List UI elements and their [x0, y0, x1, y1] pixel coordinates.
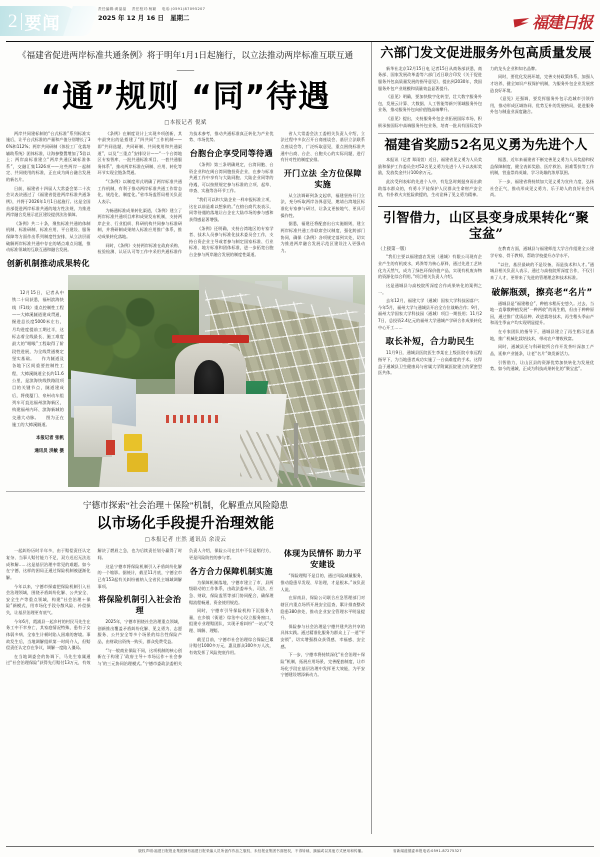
photo-caption-text: 12月15日，记者从中铁二十局获悉，福州滨海快线（F1线）重点控制性工程——大樟溪隧道建成贯通，掘进总长度5000米左右，月均进度提前工期过半，这标志着全线最长、施工难度最大的“咽喉”工程取得了阶段性进展，为全线贯通奠定坚实基础。 作为隧道及各地下区间重要控制性工程，大樟溪隧道全长约11.6公里，是滨海快线铁路段项目的关键节点，隧道建成后，将使厦门、泉州动车组列车可直达福州滨海新区，构建福州内环、滨海新城的交通大动脉。 图为正在施工的大樟溪隧道。	[12, 289, 64, 428]
section-name: 要闻	[24, 13, 61, 34]
photo-block	[6, 275, 365, 487]
photo-credit-contributor: 通讯员 洪敏 摄	[34, 448, 64, 454]
paragraph: 从立法调研到条文起草，福建坚持开门立法，充分听取两岸各界意见，邀请台湾地区标准化专家参与研讨，让条文更接地气、更具可操作性。	[280, 192, 365, 218]
paragraph: 11月9日，通城县医院医生李某在上级医院专家远程指导下，为当地患者成功实施了一台高难度的手术。这得益于通城县卫生健康局与省属大学附属医院建立的紧密型医共体。	[378, 350, 482, 376]
footer-rule	[6, 846, 594, 847]
lead-article-body	[6, 131, 365, 269]
paragraph: “我们主要以福建盛农发展（通城）有限公司现有企业产生的有机废水，鸡粪等为核心原料，通过先进工艺转化为天然气，成为了绿色环保价值产品，实现有机废弃物的资源化综合利用。”项目相关负责人介绍。	[378, 254, 482, 280]
paragraph: 《条例》共二十条，聚焦标准共通的体制机制、标准研制、标准应用、平台建设、服务保障等方面作出系列制度性安排，从立法层面破解两岸标准共通中存在的堵点难点问题，推动标准领域的互联互通和融合发展。	[6, 220, 91, 253]
paragraph: 日前，福建省十四届人大常委会第二十次会议表决通过了《福建省促进两岸标准共通条例》，并将于2026年1月1日起施行。这是全国首部促进两岸标准共通的地方性法规，为推进两岸融合发展示范区建设提供法治保障。	[6, 185, 91, 218]
paragraph: 同时，宁德市引导保险机构下沉服务力量，在乡镇（街道）综治中心设立服务窗口，组建专业理赔团队，实现矛盾纠纷“一站式”受理、调解、理赔。	[189, 608, 274, 633]
paragraph: 下一步，宁德市将持续深化“社会治理＋保险”机制，拓展应用场景，完善配套制度，让市场化手段在基层治理中发挥更大效能，为平安宁德建设增添新动力。	[280, 652, 365, 678]
right-article-1	[378, 46, 594, 129]
bottom-shoulder-head: 宁德市探索“社会治理＋保险”机制，化解重点风险隐患	[82, 499, 289, 510]
photo-caption-column	[6, 275, 68, 455]
publication-date: 2025 年 12 月 16 日 星期二	[98, 14, 190, 23]
paragraph: 下一步，福建省将持续加大见义勇为宣传力度，弘扬社会正气，推动形成见义勇为、乐于助人的良好社会风尚。	[490, 179, 594, 198]
section-divider-strong	[378, 206, 594, 207]
paragraph: 同时，要优化发展环境，完善支持政策体系，加强人才培养，健全知识产权保护机制，为服务外包企业发展营造良好环境。	[490, 74, 594, 93]
paragraph: 一起纠纷历时半年多，由于赔偿责任认定复杂、当事人赔付能力不足，双方迟迟无法达成和解……这是基层治理中常见的难题。如今在宁德，这样的困局正通过保险机制被逐渐化解。	[6, 548, 91, 580]
right-article-3-body	[378, 246, 594, 376]
crosshead: 体现为民情怀 助力平安建设	[283, 549, 362, 570]
paragraph: “以往，基层最缺的不是设备，而是技术和人才。”通城县相关负责人表示，通过与高校院所深度合作，不仅引来了人才，更带来了先进的管理理念和技术标准。	[490, 261, 594, 280]
logo-text: 福建日报	[531, 13, 592, 32]
photo-pole	[294, 423, 298, 478]
paragraph: 本报讯（记者 郑雨萱）近日，福建省见义勇为人员奖励和保护工作委员会对52名见义勇为先进个人予以表彰奖励，发放奖金共计100余万元。	[378, 157, 482, 176]
paragraph: 通城县是“福建粮仓”，种植水稻历史悠久。过去，当地一直靠散种植发展“一种两收”的再生稻，但由于种种原因，通过推广优质品种、改进栽培技术，再生稻头季亩产和再生季亩产均实现明显提升。	[490, 300, 594, 326]
paragraph: 据悉，福建还将配套出台实施细则，建立两岸标准共通工作联席会议制度，强化跨部门协同，确保《条例》各项规定落到实处，切实为推进两岸融合发展示范区建设注入更强动力。	[280, 221, 365, 253]
paragraph: 同时，通城县还与科研院所合作开发茶叶深加工产品，延伸产业链条，让老“名片”焕发新活力。	[490, 344, 594, 356]
crosshead: 将保险机制引入社会治理	[98, 595, 182, 616]
right-article-2-body	[378, 157, 594, 201]
right-article-3-headline: 引智借力，山区县变身成果转化“聚宝盆”	[383, 210, 589, 243]
page-footer	[0, 846, 600, 857]
paragraph: 在专家团队的指导下，通城县建立了再生稻示范基地，推广机械化栽培技术，带动农户增收致富。	[490, 329, 594, 341]
lead-headline: “通”规则 “同”待遇	[40, 79, 331, 116]
bottom-byline: □本报记者 庄然 通讯员 余凌云	[144, 537, 227, 544]
crosshead: 各方合力保障机制实施	[189, 566, 273, 576]
paragraph: 为保障机制落地，宁德市建立了市、县两级联动的工作体系，由政法委牵头，司法、应急、财政、保险监管等部门协同配合，确保理赔流程畅通、资金使用规范。	[189, 579, 274, 605]
photo-machinery	[127, 453, 148, 472]
crosshead: 取长补短，合力助民生	[385, 337, 475, 348]
paragraph: 此次受到表彰的先进个人中，有危急时刻挺身而出救助落水群众的，有勇斗歹徒保护人民群众生命财产安全的，有扑救火灾抢险救援的，生动诠释了见义勇为精神。	[378, 179, 482, 198]
right-article-3	[378, 211, 594, 377]
copyright-statement: 版权声明∶福建日报报业集团拥有福建日报采编人员所创作作品之版权，未经报业集团书面授权，不得转载、摘编或以其他方式使用和传播。	[138, 849, 366, 853]
paragraph: 为畅通标准成果转化渠道，《条例》建立了两岸标准共通项目库和成果发布机制，支持两岸企业、行业组织、科研机构共同参与标准研制，并将研制成果纳入标准应用推广体系，推动成果转化落地。	[97, 207, 182, 240]
paragraph: 2025年，宁德市围绕社会治理重点领域，创新推出覆盖矛盾纠纷化解、见义勇为、志愿服务、公共安全等多个场景的综合性保险产品，由财政出资统一购买，群众免费受益。	[97, 619, 182, 644]
paragraph: 今年以来，宁德市探索把保险机制引入社会治理领域，围绕矛盾纠纷化解、公共安全、安全生产等重点领域，构建“社会治理＋保险”新模式，用市场化手段分散风险、补偿损失，让基层治理更有底气。	[6, 583, 91, 615]
lead-byline: □本报记者 倪斌	[164, 119, 207, 126]
paragraph: 据悉，近年来福建省不断完善见义勇为人员奖励和权益保障制度，健全表彰奖励、医疗救治、困难帮扶等工作机制，营造崇尚英雄、学习英雄的浓厚氛围。	[490, 157, 594, 176]
paragraph: 保险参与社会治理是宁德共建共治共享的具体实践。通过精准化服务为群众上了一道“平安锁”，切实增强群众获得感、幸福感、安全感。	[280, 623, 365, 649]
photo-vehicles	[166, 415, 222, 423]
right-article-1-body	[378, 66, 594, 130]
red-flag-icon	[513, 16, 530, 28]
paragraph: 同时，《条例》支持两岸标准在政府采购、检验检测、认证认可等工作中采用共通标准作为技术参考，推动共通标准真正转化为产业优势、市场优势。	[97, 130, 274, 255]
paragraph: 《意见》还强调，要发挥服务外包示范城市引领作用，推动形成区域协同、优势互补的发展格局，促进服务外包与制造业深度融合。	[490, 96, 594, 115]
lead-shoulder-head: 《福建省促进两岸标准共通条例》将于明年1月1日起施行，以立法推动两岸标准互联互通——	[17, 50, 354, 74]
newspaper-logo	[513, 10, 592, 33]
bottom-headline: 以市场化手段提升治理效能	[96, 514, 275, 532]
page-number: 2	[8, 10, 18, 32]
paragraph: 在屏南县，保险公司联合应急管理部门对辖区内重点场所开展安全巡查，累计排查整改隐患380余处，推动企业安全管理水平明显提升。	[280, 595, 365, 621]
paragraph: 省人大常委会法工委相关负责人介绍，立法过程中多次召开台商座谈会、基层立法联系点座谈会等，广泛听取意见，重点围绕标准共通中台商、台企、台胞关心的实际问题，进行有针对性的制度安排。	[280, 130, 365, 163]
paragraph: 截至目前，宁德市社会治理综合保险已累计赔付1000多万元，惠及群众300多万人次，有效发挥了风险兜底作用。	[189, 636, 274, 655]
photo-machinery	[124, 434, 142, 451]
paragraph: 引智借力，让山区县的资源优势加快转化为发展优势。如今的通城，正成为科技成果转化的“聚宝盆”。	[490, 359, 594, 372]
paragraph: 《意见》提出，支持服务外包企业拓展国际市场，积极承接国际中高端服务外包业务，培育一批具有国际竞争力的龙头企业和知名品牌。	[378, 65, 540, 128]
paragraph: 在当地调委会的协调下，马先生家属通过“社会治理保险”获得先行赔付13万元，有效解决了燃眉之急，也为后续责任划分赢得了时间。	[6, 548, 182, 666]
paragraph: 在教育方面，通城县与福建师范大学合作组建全公建学专家、骨干教师，帮助学校提升办学水平。	[490, 246, 594, 259]
paragraph: 《意见》明确，要加快数字化转型，壮大数字服务外包，发展云计算、大数据、人工智能等新兴领域服务外包业务，推动服务外包向价值链高端攀升。	[378, 94, 482, 113]
paragraph: 《条例》第三条明确规定，台湾同胞、台资企业和在闽台湾同胞投资企业，在参与标准共通工作中享有与大陆同胞、大陆企业同等的待遇，可以按照规定参与标准的立项、起草、审查、实施等各环节工作。	[189, 161, 274, 194]
right-column	[372, 42, 594, 834]
paragraph: 今年6月，霞浦县一起乡村的村民马先生在务工中不幸身亡，其家庭情况特殊，患有子女体弱多病、全家生计顿时陷入困难的窘境。事故发生后，当地调解组织第一时间介入，但赔偿责任认定存在争议，调解一度陷入僵局。	[6, 618, 91, 651]
paragraph: “我们可以和大陆企业一样申报标准立项，这在以前是难以想象的。”在榕台商代表表示，同等待遇的落地让台企在大陆市场的参与感和获得感显著增强。	[189, 197, 274, 222]
left-column	[6, 42, 372, 834]
badge-divider	[21, 13, 22, 30]
editor-credit-line: 责任编辑∶黄晶晶 责任校对∶杨颖 电话∶(0591)87095207	[98, 7, 206, 11]
bottom-article	[6, 499, 365, 679]
crosshead: 破解瓶颈，擦亮老“名片”	[491, 287, 593, 298]
paragraph: 新华社北京12月15日电 记者15日从商务部获悉，商务部、国家发展改革委等六部门近日联合印发《关于促进服务外包高质量发展的指导意见》，提出到2030年，我国服务外包产业规模和质量效益显著提升。	[378, 65, 482, 91]
paragraph: 去年12月，福建大学（通城）国家大学科技园落户；今年5月，福州大学与通城县开启全方位战略合作；9月，福州大学国家大学科技园（通城）项目一期投用；11月27日，总投资2.4亿元的福州大学通城产学研合作成果转化中心开工……	[378, 298, 482, 330]
section-divider	[6, 491, 365, 492]
right-article-2	[378, 138, 594, 201]
crosshead: 开门立法 全方位保障实施	[283, 168, 362, 189]
page-body	[0, 42, 600, 834]
photo-red-marker	[106, 440, 115, 455]
footer-row	[6, 849, 594, 854]
paragraph: 这是通城县与高校院所深度合作成果转化的案例之一。	[378, 282, 482, 295]
paragraph: 《条例》还明确，支持台湾地区的专家学者、技术人员参与标准化技术委员会工作，支持台资企业主导或者参与制定国家标准、行业标准、地方标准和团体标准，进一步拓宽台胞台企参与两岸融合发展的制度性渠道。	[189, 225, 274, 258]
report-hotline: 省新闻道德委举报电话∶0591-87275327	[393, 849, 462, 853]
right-article-2-headline: 福建省奖励52名见义勇为先进个人	[384, 137, 588, 153]
continuation-marker: （上接第一版）	[378, 247, 409, 253]
crosshead: 台胞台企享受同等待遇	[189, 148, 273, 158]
masthead-meta	[98, 7, 205, 23]
photo-credit-reporter: 本报记者 张帆	[35, 435, 64, 441]
photo-red-banner	[172, 335, 249, 343]
masthead	[0, 0, 600, 40]
paragraph: “与一般商业保险不同，这项机制的核心创新在于构建了‘政府主导＋市场运作＋社会参与’的三元协同治理模式。”宁德市委政法委相关负责人介绍，保险公司在其中不仅是赔付方，更是风险防控的参与者。	[97, 548, 274, 666]
news-photo	[68, 275, 365, 487]
section-divider	[378, 133, 594, 134]
paragraph: 两岸共同建标制的“台式标准”系列标准实施后，让平台式标准的产量和产值分别增长了36%和112%；两岸共同研制《体验工厂化栽培辅助系统》团体标准，让海参整置增加了5倍以上；两岸高标准建立“两岸共通区域标准体系”，交融汇集1326项——这些两岸一起制定、共同使用的标准，正在成为闽台融合发展的新名片。	[6, 130, 91, 183]
lead-article	[6, 49, 365, 269]
paragraph: “保险理赔不是目的，通过风险减量服务，推动隐患早发现、早治理，才是根本。”该负责人说。	[280, 573, 365, 592]
crosshead: 创新机制推动成果转化	[6, 258, 90, 268]
paragraph: 《条例》在制度设计上实现多项创新，其中最突出的是搭建了“四共同”工作机制——即“共同选题、共同研制、共同使用和共通渠道”，以及“三重点”安排设计——“一个台湾地区专家智库、一批共通标准项目、一套共通服务体系”，推动两岸标准在研制、应用、转化等环节实现全链条贯通。	[97, 130, 182, 176]
paragraph: 这是宁德市将保险机制引入矛盾纠纷化解的一个缩影。据统计，截至11月底，宁德全市已有153起有关纠纷被纳入全省民主城域调解事项。	[97, 563, 182, 589]
bottom-article-body	[6, 548, 365, 678]
paragraph: “《条例》以制度形式明确了两岸标准共通工作机制，有利于推动两岸标准共通工作常态化、规范化、制度化。”省市场监管局相关负责人表示。	[97, 179, 182, 204]
right-article-1-headline: 六部门发文促进服务外包高质量发展	[380, 46, 592, 62]
